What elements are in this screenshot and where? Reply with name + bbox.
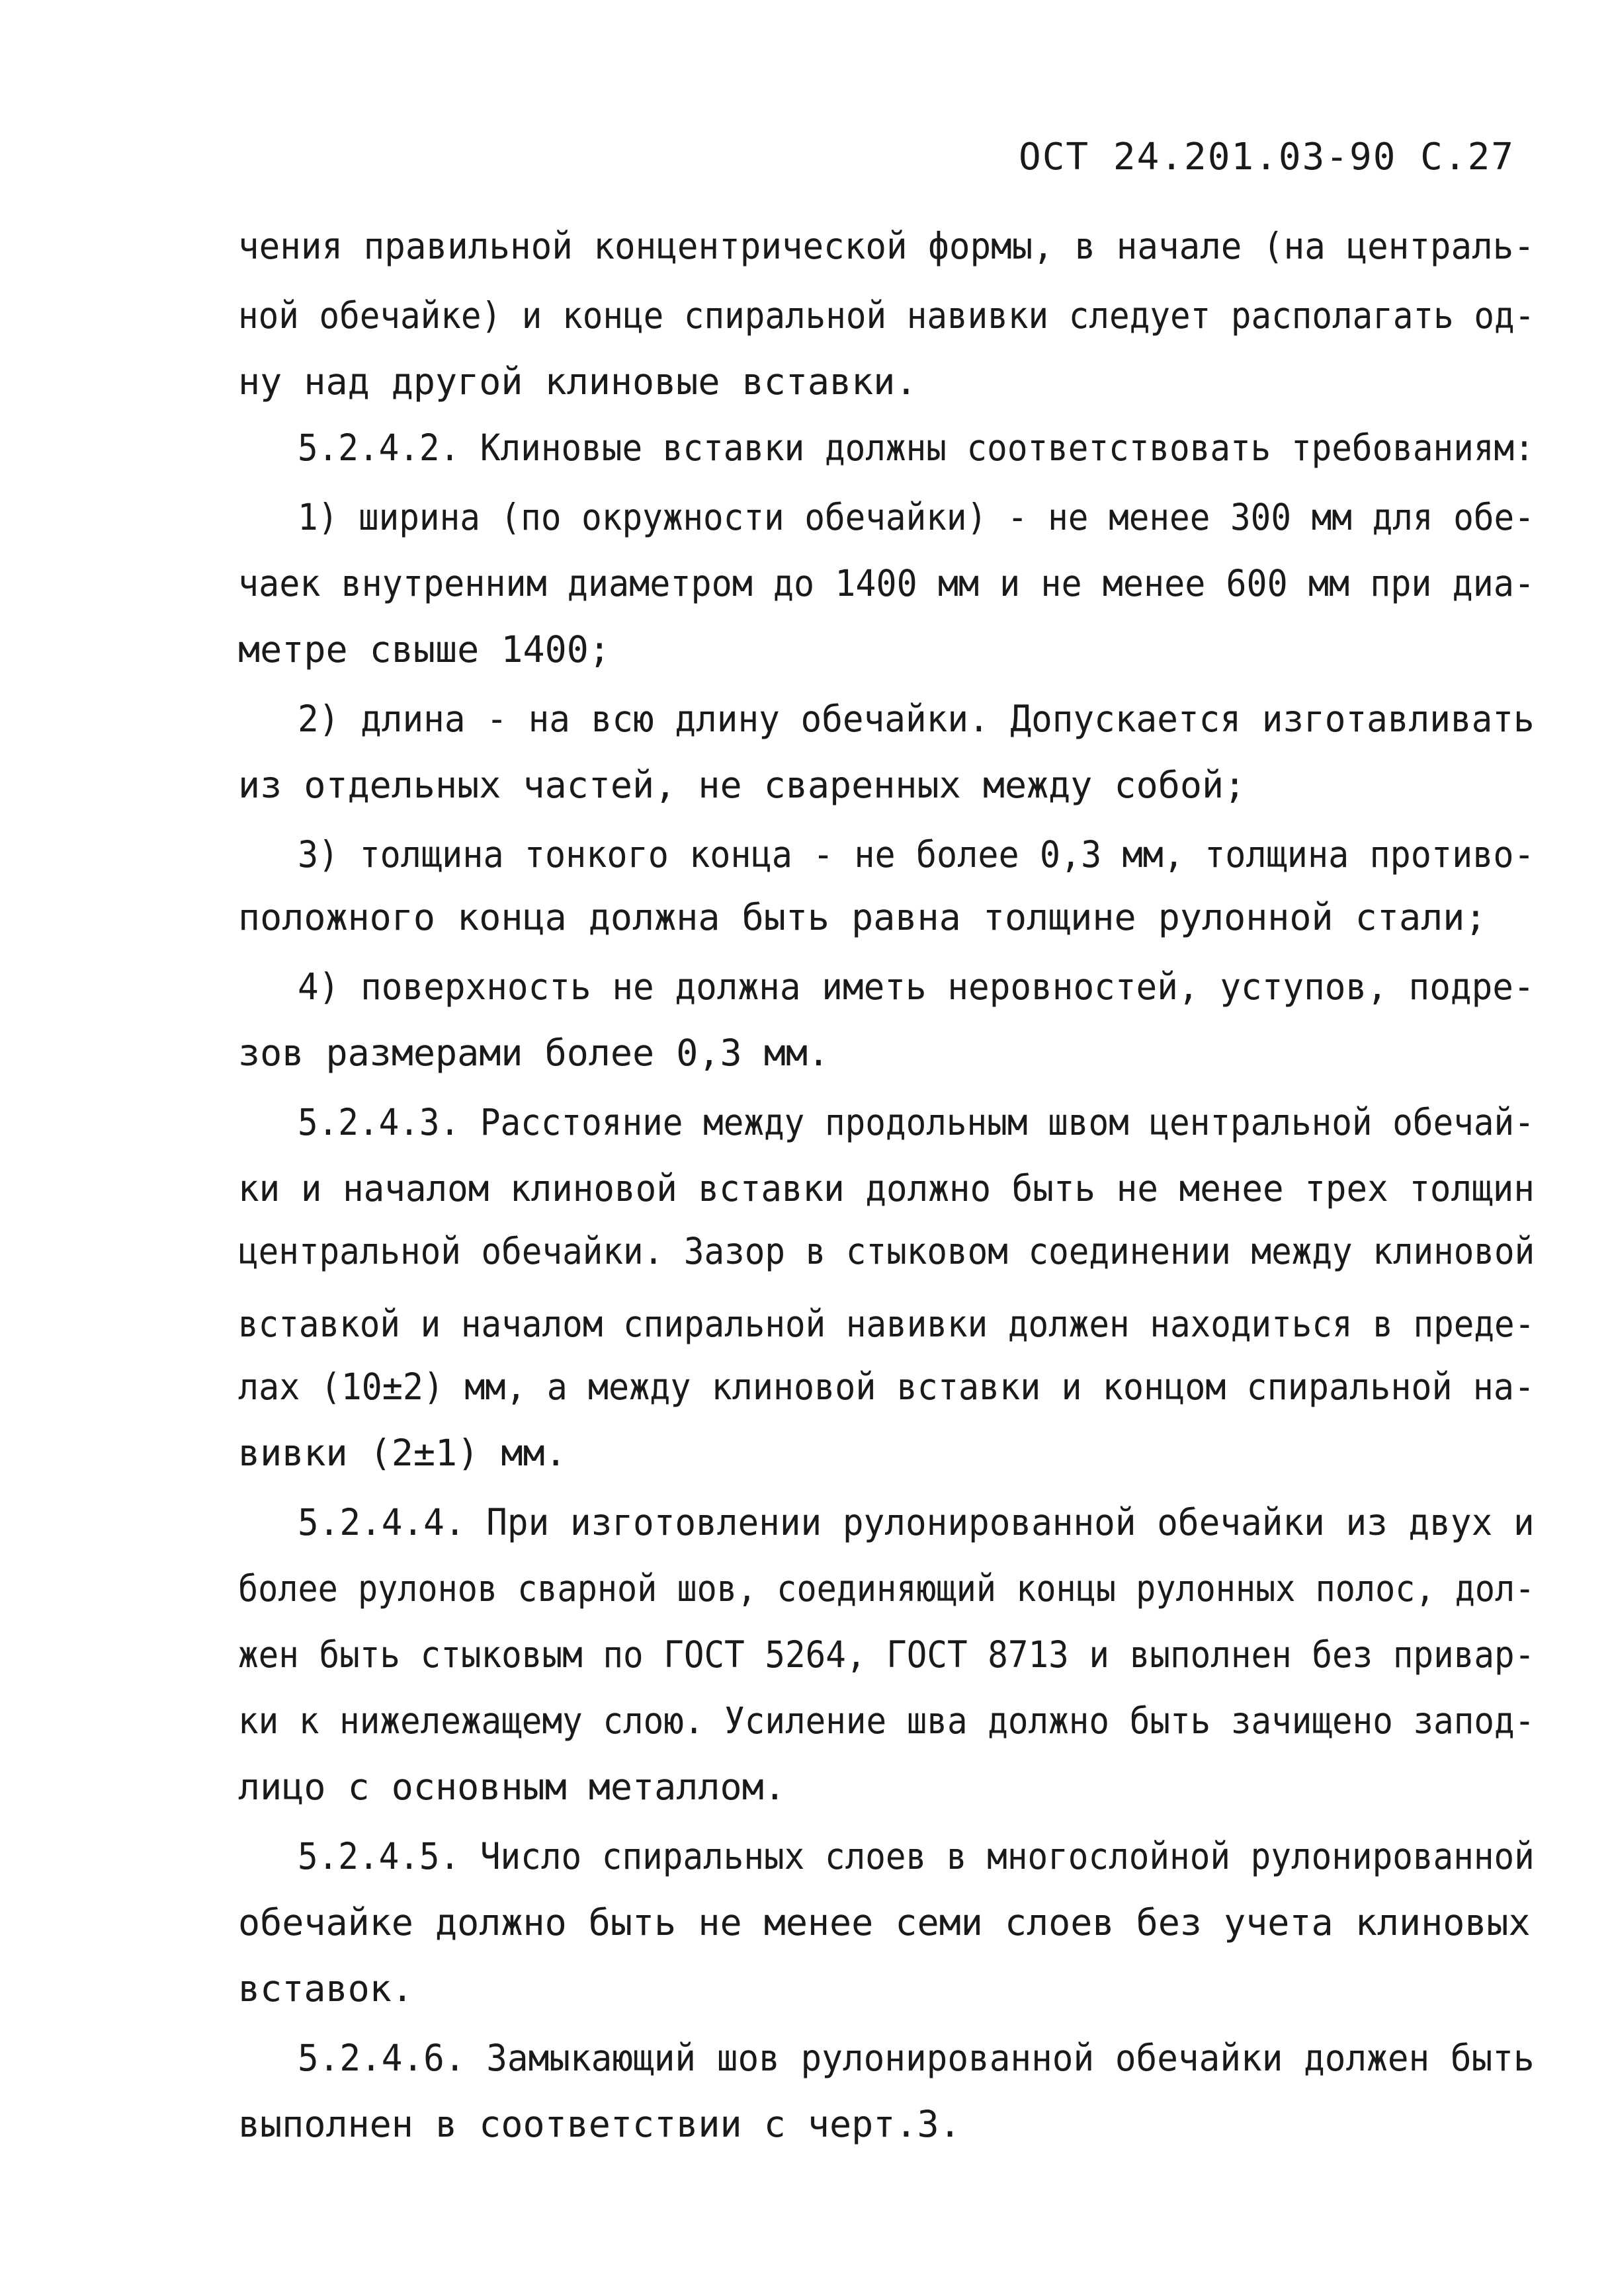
text-line: метре свыше 1400; xyxy=(238,628,611,671)
text-line: выполнен в соответствии с черт.3. xyxy=(238,2103,961,2145)
text-line: положного конца должна быть равна толщине рулонной стали; xyxy=(238,896,1487,938)
text-line: вставкой и началом спиральной навивки должен находиться в преде- xyxy=(238,1303,1535,1345)
paragraph-first-line: 5.2.4.3. Расстояние между продольным швом центральной обечай- xyxy=(298,1101,1535,1143)
text-line: ки к нижележащему слою. Усиление шва должно быть зачищено запод- xyxy=(238,1700,1535,1742)
text-line: лах (10±2) мм, а между клиновой вставки и концом спиральной на- xyxy=(238,1366,1535,1408)
text-line: чаек внутренним диаметром до 1400 мм и не менее 600 мм при диа- xyxy=(238,562,1535,604)
paragraph-first-line: 5.2.4.6. Замыкающий шов рулонированной обечайки должен быть xyxy=(298,2037,1535,2079)
text-line: центральной обечайки. Зазор в стыковом соединении между клиновой xyxy=(238,1230,1535,1272)
text-line: ной обечайке) и конце спиральной навивки следует располагать од- xyxy=(238,294,1535,337)
text-line: ну над другой клиновые вставки. xyxy=(238,360,917,403)
text-line: вивки (2±1) мм. xyxy=(238,1432,567,1474)
paragraph-first-line: 5.2.4.5. Число спиральных слоев в многослойной рулонированной xyxy=(298,1835,1535,1877)
paragraph-first-line: 1) ширина (по окружности обечайки) - не менее 300 мм для обе- xyxy=(298,496,1535,538)
paragraph-first-line: 2) длина - на всю длину обечайки. Допускается изготавливать xyxy=(298,698,1535,740)
text-line: зов размерами более 0,3 мм. xyxy=(238,1032,830,1074)
paragraph-first-line: 4) поверхность не должна иметь неровностей, уступов, подре- xyxy=(298,965,1535,1008)
text-line: из отдельных частей, не сваренных между собой; xyxy=(238,764,1246,806)
text-line: более рулонов сварной шов, соединяющий концы рулонных полос, дол- xyxy=(238,1567,1535,1610)
text-line: ки и началом клиновой вставки должно быть не менее трех толщин xyxy=(238,1167,1535,1210)
text-line: жен быть стыковым по ГОСТ 5264, ГОСТ 8713 и выполнен без привар- xyxy=(238,1633,1535,1676)
paragraph-first-line: 5.2.4.2. Клиновые вставки должны соответствовать требованиям: xyxy=(298,427,1535,469)
text-line: чения правильной концентрической формы, в начале (на централь- xyxy=(238,225,1535,267)
text-line: вставок. xyxy=(238,1967,413,2010)
text-line: обечайке должно быть не менее семи слоев без учета клиновых xyxy=(238,1901,1531,1944)
page-header: ОСТ 24.201.03-90 С.27 xyxy=(1019,136,1515,179)
text-line: лицо с основным металлом. xyxy=(238,1766,786,1808)
paragraph-first-line: 5.2.4.4. При изготовлении рулонированной обечайки из двух и xyxy=(298,1501,1535,1543)
paragraph-first-line: 3) толщина тонкого конца - не более 0,3 мм, толщина противо- xyxy=(298,833,1535,876)
